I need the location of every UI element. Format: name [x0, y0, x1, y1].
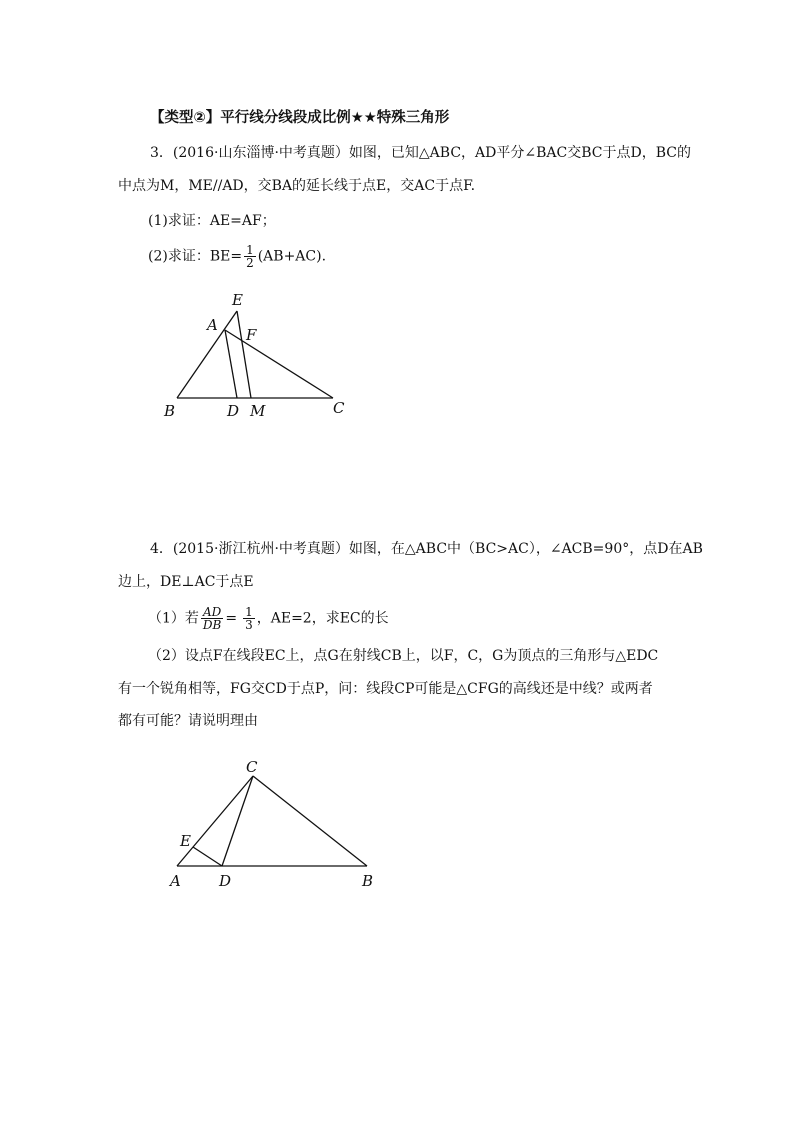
q3-part2-suffix: (AB+AC). [257, 248, 327, 265]
label-B: B [164, 402, 176, 420]
q3-statement-line1: 3．(2016·山东淄博·中考真题）如图，已知△ABC，AD平分∠BAC交BC于点D，BC的 [150, 145, 691, 161]
label-M: M [250, 402, 266, 420]
q4-statement-line2: 边上，DE⊥AC于点E [118, 574, 254, 590]
label-A: A [170, 872, 181, 890]
q4-part1-suffix: ，AE=2，求EC的长 [256, 610, 389, 627]
fraction-denominator: DB [202, 618, 222, 632]
label-C: C [333, 399, 345, 417]
q4-part2-line2: 有一个锐角相等，FG交CD于点P，问：线段CP可能是△CFG的高线还是中线？或两者 [118, 681, 653, 697]
q4-part2-line1: （2）设点F在线段EC上，点G在射线CB上，以F，C，G为顶点的三角形与△EDC [148, 648, 659, 664]
q4-part1-equals: = [225, 610, 238, 627]
section-title: 【类型②】平行线分线段成比例★★特殊三角形 [150, 110, 450, 126]
label-E: E [232, 291, 243, 309]
q3-statement-line2: 中点为M，ME//AD，交BA的延长线于点E，交AC于点F. [118, 178, 476, 194]
segment-CD [222, 776, 253, 866]
label-E: E [180, 832, 191, 850]
q4-part2-line3: 都有可能？请说明理由 [118, 713, 258, 729]
fraction-numerator: AD [203, 605, 222, 619]
fraction-denominator: 2 [246, 256, 254, 270]
fraction-numerator: 1 [246, 243, 254, 257]
segment-CB [253, 776, 367, 866]
label-D: D [219, 872, 232, 890]
q3-part2-prefix: (2)求证：BE= [148, 248, 243, 265]
q4-part1-prefix: （1）若 [148, 610, 199, 627]
q4-statement-line1: 4．(2015·浙江杭州·中考真题）如图，在△ABC中（BC>AC），∠ACB=90°，点D在AB [150, 541, 703, 557]
label-A: A [207, 316, 218, 334]
segment-AC [177, 776, 253, 866]
segment-DE [193, 847, 222, 866]
fraction-numerator: 1 [245, 605, 253, 619]
label-B: B [362, 872, 374, 890]
q3-part1: (1)求证：AE=AF； [148, 213, 276, 229]
label-C: C [246, 758, 258, 776]
label-D: D [227, 402, 240, 420]
fraction-denominator: 3 [245, 618, 253, 632]
label-F: F [246, 326, 257, 344]
